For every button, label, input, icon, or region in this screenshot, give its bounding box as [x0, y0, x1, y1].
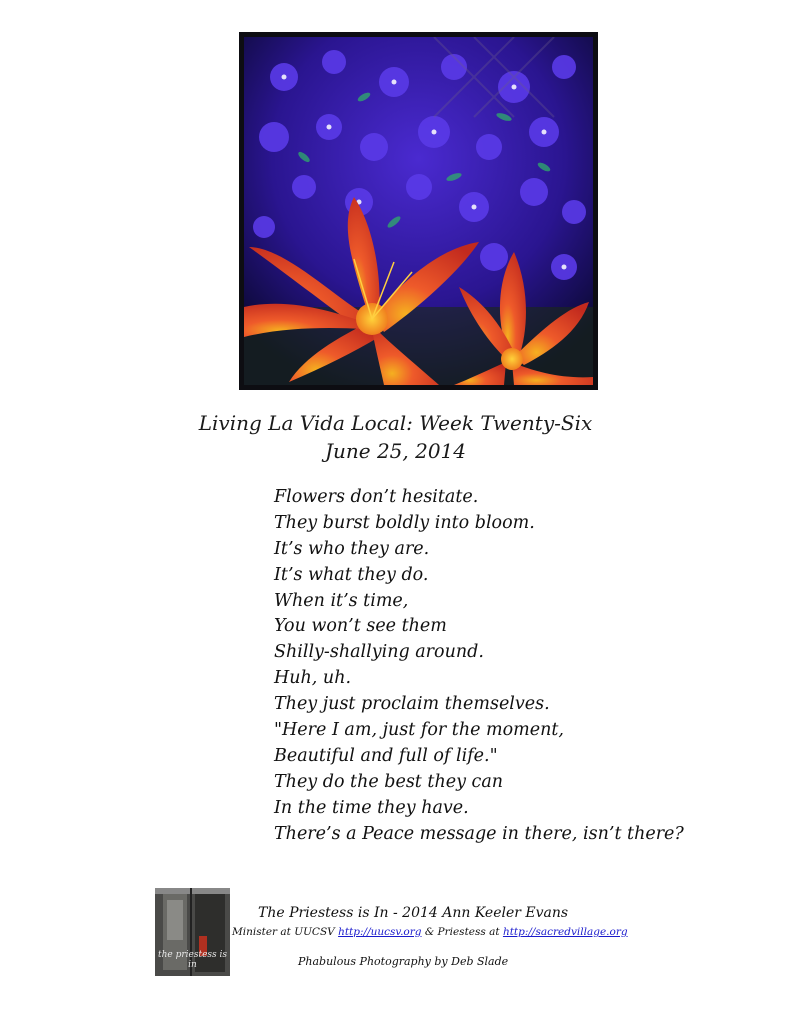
poem-line: You won’t see them	[274, 616, 447, 637]
poem-line: There’s a Peace message in there, isn’t there?	[274, 823, 684, 844]
poem-line: It’s who they are.	[274, 538, 430, 559]
affiliation-prefix: Minister at UUCSV	[232, 926, 339, 938]
credit-author: The Priestess is In - 2014 Ann Keeler Evans	[258, 905, 569, 921]
poem-line: They burst boldly into bloom.	[274, 512, 535, 533]
sacredvillage-link[interactable]: http://sacredvillage.org	[502, 926, 628, 938]
page-date: June 25, 2014	[324, 439, 467, 463]
lily-photo-image	[244, 37, 593, 385]
poem-line: It’s what they do.	[274, 564, 429, 585]
credit-affiliations	[232, 926, 628, 938]
poem-line: "Here I am, just for the moment,	[274, 720, 564, 741]
poem-line: Shilly-shallying around.	[274, 642, 484, 663]
poem-line: They do the best they can	[274, 771, 504, 792]
flower-photo	[239, 32, 598, 390]
poem	[274, 485, 684, 847]
affiliation-middle: & Priestess at	[421, 926, 503, 938]
poem-line: In the time they have.	[274, 797, 469, 818]
priestess-thumbnail	[155, 888, 230, 976]
poem-line: When it’s time,	[274, 590, 409, 611]
poem-line: Huh, uh.	[274, 668, 352, 689]
photo-credit: Phabulous Photography by Deb Slade	[298, 955, 509, 968]
thumbnail-caption: the priestess is in	[157, 950, 228, 970]
page-title: Living La Vida Local: Week Twenty-Six	[198, 411, 593, 435]
uucsv-link[interactable]: http://uucsv.org	[338, 926, 422, 938]
poem-line: Flowers don’t hesitate.	[274, 487, 479, 507]
poem-line: Beautiful and full of life."	[274, 745, 498, 766]
poem-line: They just proclaim themselves.	[274, 694, 550, 715]
